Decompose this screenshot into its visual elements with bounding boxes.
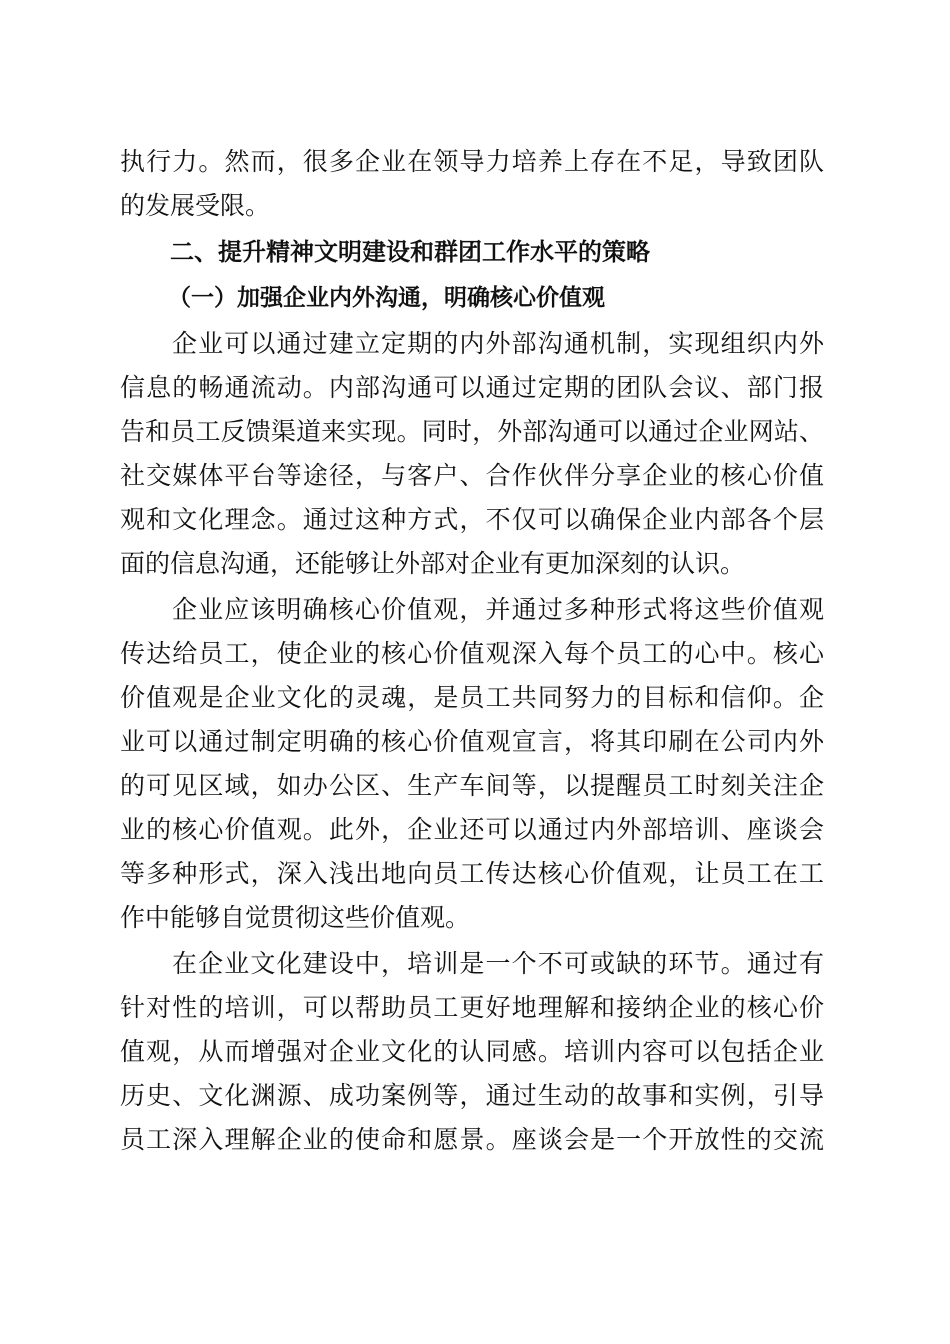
body-line: 作中能够自觉贯彻这些价值观。 [120, 903, 471, 932]
body-line: 告和员工反馈渠道来实现。同时，外部沟通可以通过企业网站、 [120, 417, 824, 446]
body-line: 信息的畅通流动。内部沟通可以通过定期的团队会议、部门报 [120, 373, 824, 402]
body-line: 观和文化理念。通过这种方式，不仅可以确保企业内部各个层 [120, 505, 824, 534]
body-line: 针对性的培训，可以帮助员工更好地理解和接纳企业的核心价 [120, 993, 824, 1022]
section-heading: 二、提升精神文明建设和群团工作水平的策略 [170, 238, 650, 266]
body-line: 等多种形式，深入浅出地向员工传达核心价值观，让员工在工 [120, 859, 824, 888]
body-line: 值观，从而增强对企业文化的认同感。培训内容可以包括企业 [120, 1037, 824, 1066]
body-line: 业的核心价值观。此外，企业还可以通过内外部培训、座谈会 [120, 815, 824, 844]
paragraph-first-line: 企业应该明确核心价值观，并通过多种形式将这些价值观 [172, 595, 824, 624]
body-line: 传达给员工，使企业的核心价值观深入每个员工的心中。核心 [120, 639, 824, 668]
body-line: 的可见区域，如办公区、生产车间等，以提醒员工时刻关注企 [120, 771, 824, 800]
body-line: 员工深入理解企业的使命和愿景。座谈会是一个开放性的交流 [120, 1125, 824, 1154]
body-line: 价值观是企业文化的灵魂，是员工共同努力的目标和信仰。企 [120, 683, 824, 712]
paragraph-first-line: 企业可以通过建立定期的内外部沟通机制，实现组织内外 [172, 329, 824, 358]
body-line: 面的信息沟通，还能够让外部对企业有更加深刻的认识。 [120, 549, 746, 578]
body-line: 执行力。然而，很多企业在领导力培养上存在不足，导致团队 [120, 147, 824, 176]
body-line: 的发展受限。 [120, 191, 271, 220]
subsection-heading: （一）加强企业内外沟通，明确核心价值观 [168, 284, 605, 311]
body-line: 社交媒体平台等途径，与客户、合作伙伴分享企业的核心价值 [120, 461, 824, 490]
body-line: 业可以通过制定明确的核心价值观宣言，将其印刷在公司内外 [120, 727, 824, 756]
paragraph-first-line: 在企业文化建设中，培训是一个不可或缺的环节。通过有 [172, 949, 824, 978]
body-line: 历史、文化渊源、成功案例等，通过生动的故事和实例，引导 [120, 1081, 824, 1110]
